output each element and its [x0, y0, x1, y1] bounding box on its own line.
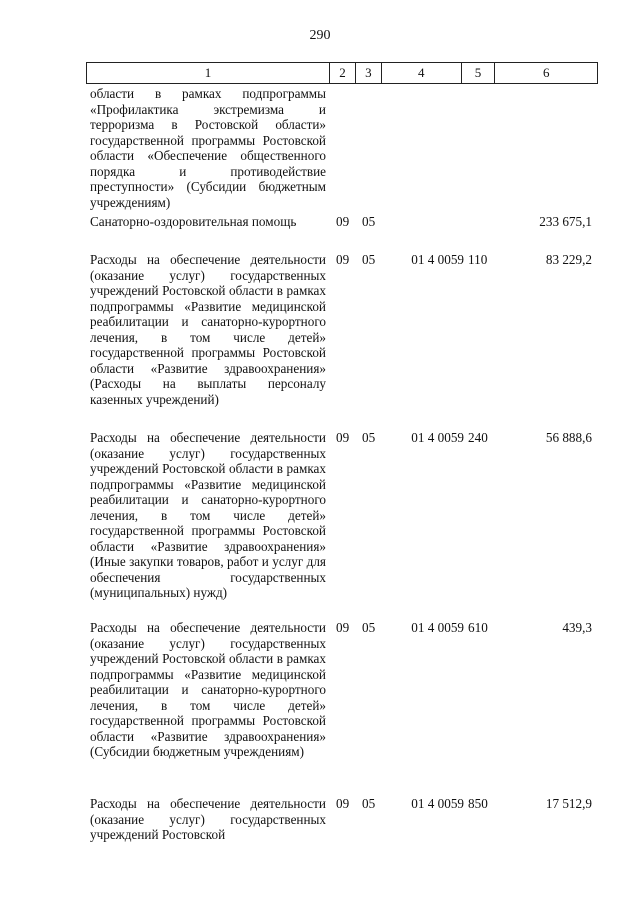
header-col-1: 1	[87, 63, 330, 83]
row-rz: 09	[336, 252, 350, 267]
row-rz: 09	[336, 620, 350, 635]
row-vr: 110	[468, 252, 488, 267]
row-rz: 09	[336, 430, 350, 445]
row-amount: 17 512,9	[545, 796, 592, 811]
header-col-6: 6	[542, 65, 550, 80]
row-vr: 240	[468, 430, 488, 445]
header-col-4: 4	[382, 63, 462, 83]
header-col-2: 2	[330, 63, 356, 83]
row-amount: 56 888,6	[545, 430, 592, 445]
row-pr: 05	[362, 252, 376, 267]
row-amount: 439,3	[562, 620, 592, 635]
row-vr: 850	[468, 796, 488, 811]
row-csr: 01 4 0059	[411, 430, 464, 445]
row-csr: 01 4 0059	[411, 252, 464, 267]
row-pr: 05	[362, 214, 376, 229]
row-rz: 09	[336, 214, 350, 229]
row-amount: 233 675,1	[539, 214, 592, 229]
row-description: Расходы на обеспечение деятельности (оказание услуг) государственных учреждений Ростовской области в рамках подпрограммы «Развитие медицинской реабилитации и санаторно-курортного лечения, в том числе детей» государственной программы Ростовской области «Развитие здравоохранения» (Субсидии бюджетным учреждениям)	[90, 620, 326, 759]
table-header	[86, 62, 598, 84]
row-pr: 05	[362, 796, 376, 811]
row-vr: 610	[468, 620, 488, 635]
header-col-3: 3	[356, 63, 382, 83]
row-description: Расходы на обеспечение деятельности (оказание услуг) государственных учреждений Ростовской области в рамках подпрограммы «Развитие медицинской реабилитации и санаторно-курортного лечения, в том числе детей» государственной программы Ростовской области «Развитие здравоохранения» (Расходы на выплаты персоналу казенных учреждений)	[90, 252, 326, 407]
row-rz: 09	[336, 796, 350, 811]
page-number: 290	[309, 28, 331, 43]
row-description: Санаторно-оздоровительная помощь	[90, 214, 297, 229]
header-col-5: 5	[462, 63, 496, 83]
row-description: Расходы на обеспечение деятельности (оказание услуг) государственных учреждений Ростовской области в рамках подпрограммы «Развитие медицинской реабилитации и санаторно-курортного лечения, в том числе детей» государственной программы Ростовской области «Развитие здравоохранения» (Иные закупки товаров, работ и услуг для обеспечения государственных (муниципальных) нужд)	[90, 430, 326, 600]
row-pr: 05	[362, 430, 376, 445]
row-amount: 83 229,2	[545, 252, 592, 267]
row-description: Расходы на обеспечение деятельности (оказание услуг) государственных учреждений Ростовской	[90, 796, 326, 842]
row-pr: 05	[362, 620, 376, 635]
continuation-text: области в рамках подпрограммы «Профилактика экстремизма и терроризма в Ростовской области» государственной программы Ростовской области «Обеспечение общественного порядка и противодействие преступности» (Субсидии бюджетным учреждениям)	[90, 86, 326, 210]
row-csr: 01 4 0059	[411, 620, 464, 635]
row-csr: 01 4 0059	[411, 796, 464, 811]
